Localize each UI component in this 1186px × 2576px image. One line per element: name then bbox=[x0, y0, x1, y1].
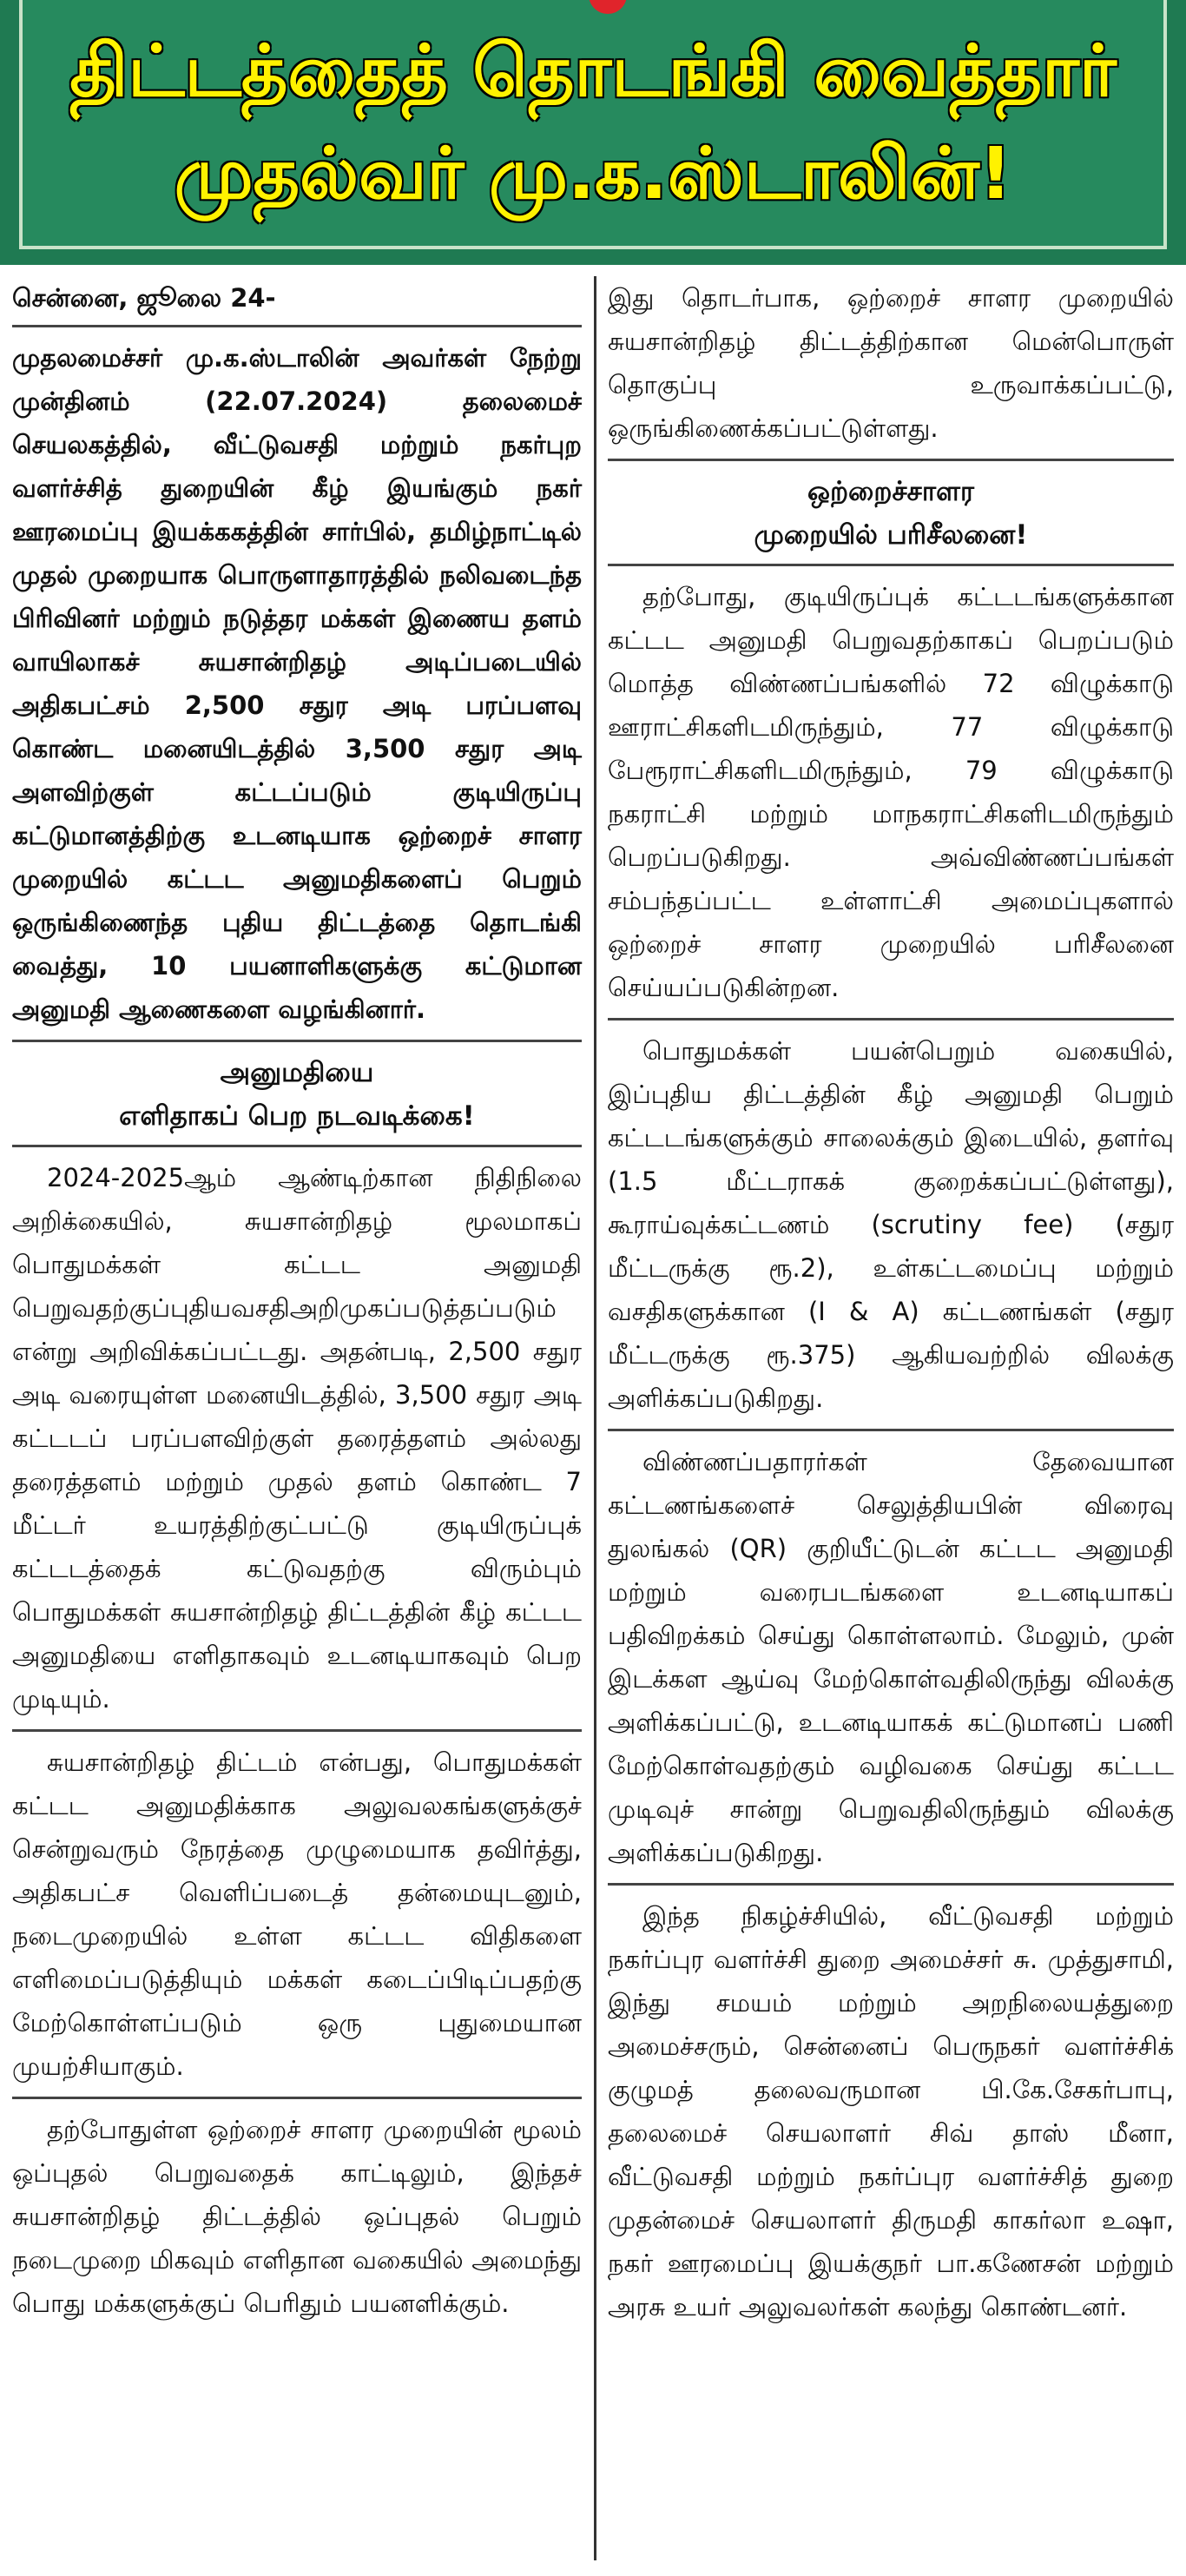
paragraph-rule bbox=[12, 1729, 582, 1732]
headline-line-2: முதல்வர் மு.க.ஸ்டாலின்! bbox=[174, 132, 1012, 215]
subhead-rule bbox=[12, 1145, 582, 1147]
red-ornament bbox=[589, 0, 627, 14]
intro-paragraph: முதலமைச்சர் மு.க.ஸ்டாலின் அவர்கள் நேற்று முன்தினம் (22.07.2024) தலைமைச் செயலகத்தில், வீட்டுவசதி மற்றும் நகர்புற வளர்ச்சித் துறையின் கீழ் இயங்கும் நகர் ஊரமைப்பு இயக்ககத்தின் சார்பில், தமிழ்நாட்டில் முதல் முறையாக பொருளாதாரத்தில் நலிவடைந்த பிரிவினர் மற்றும் நடுத்தர மக்கள் இணைய தளம் வாயிலாகச் சுயசான்றிதழ் அடிப்படையில் அதிகபட்சம் 2,500 சதுர அடி பரப்பளவு கொண்ட மனையிடத்தில் 3,500 சதுர அடி அளவிற்குள் கட்டப்படும் குடியிருப்பு கட்டுமானத்திற்கு உடனடியாக ஒற்றைச் சாளர முறையில் கட்டட அனுமதிகளைப் பெறும் ஒருங்கிணைந்த புதிய திட்டத்தை தொடங்கி வைத்து, 10 பயனாளிகளுக்கு கட்டுமான அனுமதி ஆணைகளை வழங்கினார். bbox=[12, 343, 582, 1024]
section-rule bbox=[12, 1040, 582, 1042]
paragraph-rule bbox=[608, 1883, 1174, 1886]
dateline-rule bbox=[12, 325, 582, 327]
subhead-permission-line-2: எளிதாகப் பெற நடவடிக்கை! bbox=[119, 1100, 475, 1132]
paragraph-budget: 2024-2025ஆம் ஆண்டிற்கான நிதிநிலை அறிக்கையில், சுயசான்றிதழ் மூலமாகப் பொதுமக்கள் கட்டட அனுமதி பெறுவதற்குப்புதியவசதிஅறிமுகப்படுத்தப்படும் என்று அறிவிக்கப்பட்டது. அதன்படி, 2,500 சதுர அடி வரையுள்ள மனையிடத்தில், 3,500 சதுர அடி கட்டடப் பரப்பளவிற்குள் தரைத்தளம் அல்லது தரைத்தளம் மற்றும் முதல் தளம் கொண்ட 7 மீட்டர் உயரத்திற்குட்பட்டு குடியிருப்புக் கட்டடத்தைக் கட்டுவதற்கு விரும்பும் பொதுமக்கள் சுயசான்றிதழ் திட்டத்தின் கீழ் கட்டட அனுமதியை எளிதாகவும் உடனடியாகவும் பெற முடியும். bbox=[12, 1163, 582, 1714]
subhead-review-line-1: ஒற்றைச்சாளர bbox=[807, 476, 975, 507]
headline-banner bbox=[0, 0, 1186, 265]
paragraph-single-window: தற்போதுள்ள ஒற்றைச் சாளர முறையின் மூலம் ஒப்புதல் பெறுவதைக் காட்டிலும், இந்தச் சுயசான்றிதழ் திட்டத்தில் ஒப்புதல் பெறும் நடைமுறை மிகவும் எளிதான வகையில் அமைந்து பொது மக்களுக்குப் பெரிதும் பயனளிக்கும். bbox=[12, 2115, 582, 2318]
paragraph-exemptions: பொதுமக்கள் பயன்பெறும் வகையில், இப்புதிய திட்டத்தின் கீழ் அனுமதி பெறும் கட்டடங்களுக்கும் சாலைக்கும் இடையில், தளர்வு (1.5 மீட்டராகக் குறைக்கப்பட்டுள்ளது), கூராய்வுக்கட்டணம் (scrutiny fee) (சதுர மீட்டருக்கு ரூ.2), உள்கட்டமைப்பு மற்றும் வசதிகளுக்கான (I & A) கட்டணங்கள் (சதுர மீட்டருக்கு ரூ.375) ஆகியவற்றில் விலக்கு அளிக்கப்படுகிறது. bbox=[608, 1036, 1174, 1413]
paragraph-attendees: இந்த நிகழ்ச்சியில், வீட்டுவசதி மற்றும் நகர்ப்புர வளர்ச்சி துறை அமைச்சர் சு. முத்துசாமி, இந்து சமயம் மற்றும் அறநிலையத்துறை அமைச்சரும், சென்னைப் பெருநகர் வளர்ச்சிக் குழுமத் தலைவருமான பி.கே.சேகர்பாபு, தலைமைச் செயலாளர் சிவ் தாஸ் மீனா, வீட்டுவசதி மற்றும் நகர்ப்புர வளர்ச்சித் துறை முதன்மைச் செயலாளர் திருமதி காகர்லா உஷா, நகர் ஊரமைப்பு இயக்குநர் பா.கணேசன் மற்றும் அரசு உயர் அலுவலர்கள் கலந்து கொண்டனர். bbox=[608, 1901, 1174, 2322]
dateline: சென்னை, ஜூலை 24- bbox=[12, 283, 276, 313]
paragraph-qr-download: விண்ணப்பதாரர்கள் தேவையான கட்டணங்களைச் செலுத்தியபின் விரைவு துலங்கல் (QR) குறியீட்டுடன் கட்டட அனுமதி மற்றும் வரைபடங்களை உடனடியாகப் பதிவிறக்கம் செய்து கொள்ளலாம். மேலும், முன் இடக்கள ஆய்வு மேற்கொள்வதிலிருந்து விலக்கு அளிக்கப்பட்டு, உடனடியாகக் கட்டுமானப் பணி மேற்கொள்வதற்கும் வழிவகை செய்து கட்டட முடிவுச் சான்று பெறுவதிலிருந்தும் விலக்கு அளிக்கப்படுகிறது. bbox=[608, 1447, 1174, 1867]
paragraph-rule bbox=[608, 1429, 1174, 1431]
subhead-review-line-2: முறையில் பரிசீலனை! bbox=[754, 519, 1028, 551]
paragraph-software: இது தொடர்பாக, ஒற்றைச் சாளர முறையில் சுயசான்றிதழ் திட்டத்திற்கான மென்பொருள் தொகுப்பு உருவாக்கப்பட்டு, ஒருங்கிணைக்கப்பட்டுள்ளது. bbox=[608, 283, 1174, 443]
right-column bbox=[608, 276, 1174, 2576]
subhead-permission-line-1: அனுமதியை bbox=[220, 1057, 374, 1088]
subhead-rule bbox=[608, 564, 1174, 566]
paragraph-rule bbox=[12, 2097, 582, 2099]
paragraph-self-certification: சுயசான்றிதழ் திட்டம் என்பது, பொதுமக்கள் கட்டட அனுமதிக்காக அலுவலகங்களுக்குச் சென்றுவரும் நேரத்தை முழுமையாக தவிர்த்து, அதிகபட்ச வெளிப்படைத் தன்மையுடனும், நடைமுறையில் உள்ள கட்டட விதிகளை எளிமைப்படுத்தியும் மக்கள் கடைப்பிடிப்பதற்கு மேற்கொள்ளப்படும் ஒரு புதுமையான முயற்சியாகும். bbox=[12, 1747, 582, 2081]
headline-line-1: திட்டத்தைத் தொடங்கி வைத்தார் bbox=[69, 30, 1117, 113]
paragraph-applications: தற்போது, குடியிருப்புக் கட்டடங்களுக்கான கட்டட அனுமதி பெறுவதற்காகப் பெறப்படும் மொத்த விண்ணப்பங்களில் 72 விழுக்காடு ஊராட்சிகளிடமிருந்தும், 77 விழுக்காடு பேரூராட்சிகளிடமிருந்தும், 79 விழுக்காடு நகராட்சி மற்றும் மாநகராட்சிகளிடமிருந்தும் பெறப்படுகிறது. அவ்விண்ணப்பங்கள் சம்பந்தப்பட்ட உள்ளாட்சி அமைப்புகளால் ஒற்றைச் சாளர முறையில் பரிசீலனை செய்யப்படுகின்றன. bbox=[608, 582, 1174, 1002]
left-column bbox=[12, 276, 582, 2576]
paragraph-rule bbox=[608, 1018, 1174, 1020]
headline-panel bbox=[19, 0, 1167, 249]
column-divider bbox=[594, 276, 596, 2560]
paragraph-rule bbox=[608, 459, 1174, 461]
